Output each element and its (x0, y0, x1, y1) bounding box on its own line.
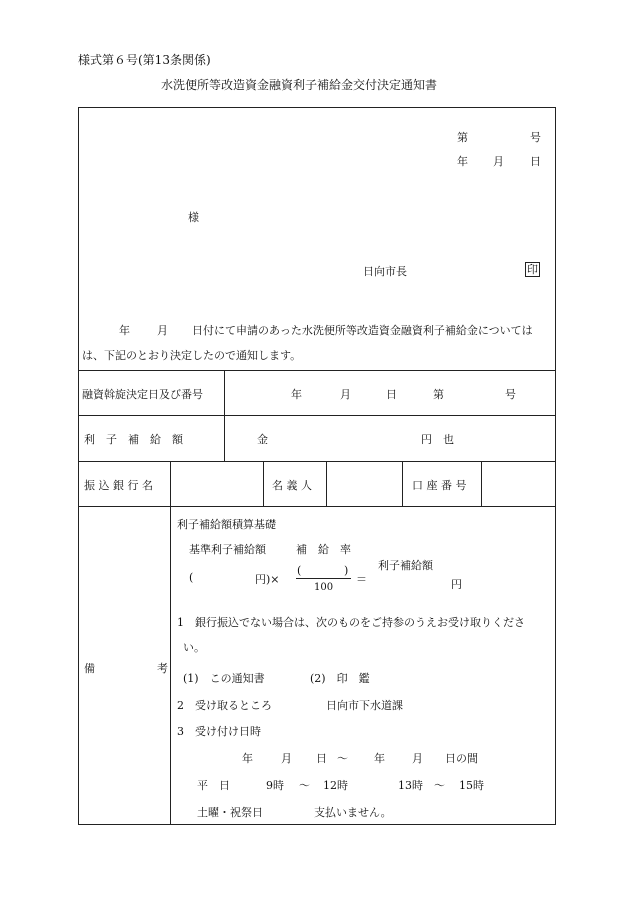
fraction-num-open: ( (297, 564, 302, 577)
loan-go: 号 (505, 388, 516, 401)
bank-name-label: 振 込 銀 行 名 (84, 479, 153, 492)
row-divider (78, 415, 556, 416)
formula-open-paren: ( (189, 571, 194, 584)
column-divider (170, 461, 171, 825)
seal-mark: 印 (527, 263, 538, 276)
body-year: 年 (119, 324, 130, 337)
period-tilde: 〜 (337, 752, 348, 765)
period-month1: 月 (281, 752, 292, 765)
weekday-label: 平 日 (197, 779, 230, 792)
row-divider (78, 506, 556, 507)
calc-basis-title: 利子補給額積算基礎 (177, 518, 276, 531)
loan-dai: 第 (433, 388, 444, 401)
remarks-label-b: 考 (157, 662, 168, 675)
fraction-bar (296, 578, 351, 579)
period-year2: 年 (374, 752, 385, 765)
item1-line1: 1 銀行振込でない場合は、次のものをご持参のうえお受け取りくださ (177, 616, 525, 629)
date-day: 日 (530, 155, 541, 168)
am-start: 9時 (266, 779, 284, 792)
pm-tilde: 〜 (434, 779, 445, 792)
account-holder-label: 名 義 人 (272, 479, 312, 492)
column-divider (326, 461, 327, 506)
pm-end: 15時 (459, 779, 484, 792)
fraction-denominator: 100 (314, 582, 334, 593)
form-frame (78, 107, 556, 825)
no-payment-text: 支払いません。 (314, 806, 392, 819)
remarks-label-a: 備 (84, 662, 95, 675)
pm-start: 13時 (398, 779, 423, 792)
item2-place: 日向市下水道課 (326, 699, 403, 712)
rate-label: 補 給 率 (296, 543, 351, 556)
row-divider (78, 461, 556, 462)
column-divider (481, 461, 482, 506)
item1-sub2: (2) 印 鑑 (310, 672, 370, 685)
date-month: 月 (493, 155, 504, 168)
loan-month: 月 (340, 388, 351, 401)
column-divider (263, 461, 264, 506)
body-month: 月 (157, 324, 168, 337)
am-tilde: 〜 (299, 779, 310, 792)
item3-label: 3 受け付け日時 (177, 725, 261, 738)
period-year1: 年 (242, 752, 253, 765)
column-divider (224, 370, 225, 461)
period-month2: 月 (412, 752, 423, 765)
loan-year: 年 (291, 388, 302, 401)
item2-label: 2 受け取るところ (177, 699, 272, 712)
loan-day: 日 (386, 388, 397, 401)
form-number: 様式第６号(第13条関係) (78, 53, 211, 67)
body-text-line2: は、下記のとおり決定したので通知します。 (82, 349, 302, 362)
kin-label: 金 (257, 433, 268, 446)
addressee-sama: 様 (188, 211, 199, 224)
period-day1: 日 (316, 752, 327, 765)
item1-line2: い。 (183, 641, 205, 654)
formula-en-times: 円)× (255, 573, 280, 586)
subsidy-amount-label: 利 子 補 給 額 (84, 433, 183, 446)
fraction-num-close: ) (344, 564, 349, 577)
mayor-label: 日向市長 (363, 265, 407, 278)
doc-number-go: 号 (530, 131, 541, 144)
item1-sub1: (1) この通知書 (183, 672, 265, 685)
period-day2: 日の間 (445, 752, 478, 765)
result-label: 利子補給額 (378, 559, 433, 572)
document-title: 水洗便所等改造資金融資利子補給金交付決定通知書 (161, 78, 438, 92)
am-end: 12時 (323, 779, 348, 792)
body-text-line1: 日付にて申請のあった水洗便所等改造資金融資利子補給金については (192, 324, 533, 337)
row-divider (78, 370, 556, 371)
doc-number-dai: 第 (457, 131, 468, 144)
base-subsidy-label: 基準利子補給額 (189, 543, 266, 556)
holiday-label: 土曜・祝祭日 (197, 806, 263, 819)
date-year: 年 (457, 155, 468, 168)
column-divider (402, 461, 403, 506)
formula-equals: ＝ (356, 573, 367, 586)
loan-decision-label: 融資斡旋決定日及び番号 (82, 388, 203, 401)
account-number-label: 口 座 番 号 (412, 479, 467, 492)
en-nari-label: 円 也 (421, 433, 454, 446)
result-en: 円 (451, 578, 462, 591)
